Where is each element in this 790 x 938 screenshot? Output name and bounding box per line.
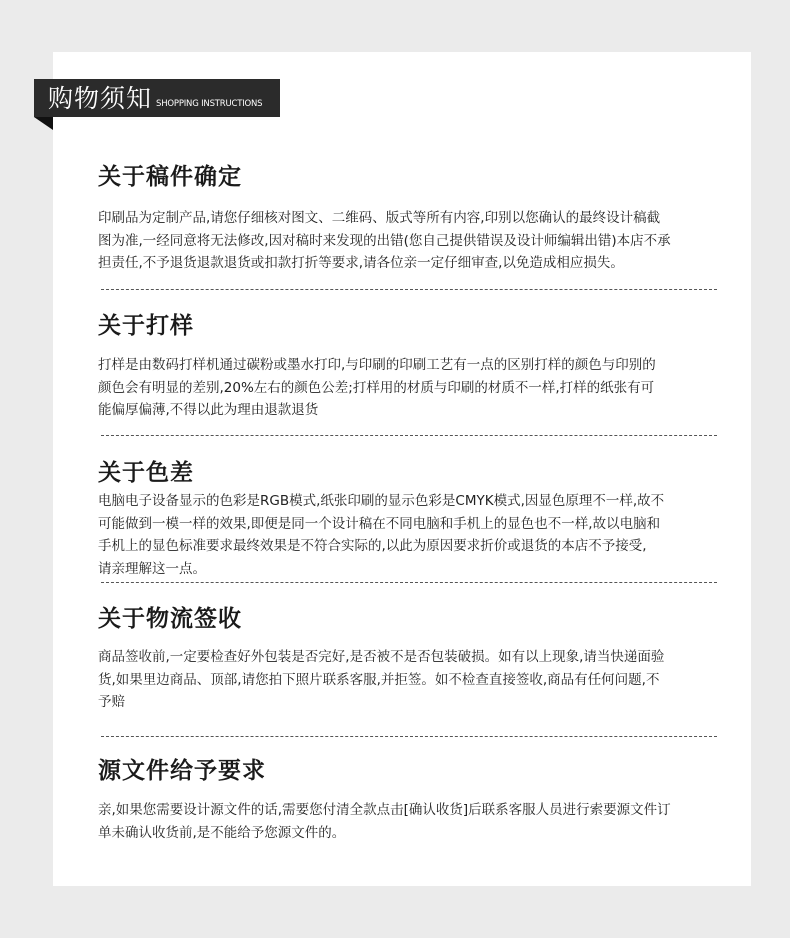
section-body (98, 354, 728, 422)
body-line: 图为准,一经同意将无法修改,因对稿时来发现的出错(您自己提供错误及设计师编辑出错)本店不承 (98, 232, 671, 249)
section-body (98, 490, 728, 580)
body-line: 手机上的显色标准要求最终效果是不符合实际的,以此为原因要求折价或退货的本店不予接受, (98, 538, 647, 554)
body-line: 担责任,不予退货退款退货或扣款打折等要求,请各位亲一定仔细审查,以免造成相应损失。 (98, 255, 624, 271)
body-line: 电脑电子设备显示的色彩是RGB模式,纸张印刷的显示色彩是CMYK模式,因显色原理不一样,故不 (98, 493, 665, 509)
section-logistics-signing (98, 608, 728, 714)
section-heading: 源文件给予要求 (98, 758, 266, 784)
dashed-divider (101, 582, 717, 583)
section-source-files (98, 760, 728, 844)
section-manuscript-confirm (98, 166, 728, 275)
dashed-divider (101, 435, 717, 436)
body-line: 印刷品为定制产品,请您仔细核对图文、二维码、版式等所有内容,印别以您确认的最终设计稿截 (98, 210, 661, 226)
body-line: 请亲理解这一点。 (98, 560, 206, 577)
section-banner (34, 79, 280, 117)
section-body (98, 799, 728, 844)
dashed-divider (101, 736, 717, 737)
body-line: 商品签收前,一定要检查好外包装是否完好,是否被不是否包装破损。如有以上现象,请当快递面验 (98, 649, 665, 665)
body-line: 予赔 (98, 694, 125, 710)
body-line: 可能做到一模一样的效果,即便是同一个设计稿在不同电脑和手机上的显色也不一样,故以电脑和 (98, 515, 661, 532)
section-body (98, 646, 728, 714)
section-heading: 关于打样 (98, 313, 194, 339)
body-line: 打样是由数码打样机通过碳粉或墨水打印,与印刷的印刷工艺有一点的区别打样的颜色与印别的 (98, 357, 656, 373)
section-heading: 关于色差 (98, 460, 194, 486)
section-body (98, 207, 728, 275)
banner-title: 购物须知 (48, 83, 153, 113)
section-proofing (98, 315, 728, 422)
body-line: 能偏厚偏薄,不得以此为理由退款退货 (98, 402, 319, 418)
banner-subtitle: SHOPPING INSTRUCTIONS (156, 99, 263, 109)
banner-fold-decoration (34, 117, 53, 130)
body-line: 单未确认收货前,是不能给予您源文件的。 (98, 824, 346, 841)
section-heading: 关于物流签收 (98, 606, 242, 632)
section-color-difference (98, 462, 728, 580)
body-line: 货,如果里边商品、顶部,请您拍下照片联系客服,并拒签。如不检查直接签收,商品有任何问题,不 (98, 671, 660, 688)
body-line: 颜色会有明显的差别,20%左右的颜色公差;打样用的材质与印刷的材质不一样,打样的纸张有可 (98, 379, 655, 396)
section-heading: 关于稿件确定 (98, 164, 242, 190)
body-line: 亲,如果您需要设计源文件的话,需要您付清全款点击[确认收货]后联系客服人员进行索要源文件订 (98, 802, 671, 818)
dashed-divider (101, 289, 717, 290)
